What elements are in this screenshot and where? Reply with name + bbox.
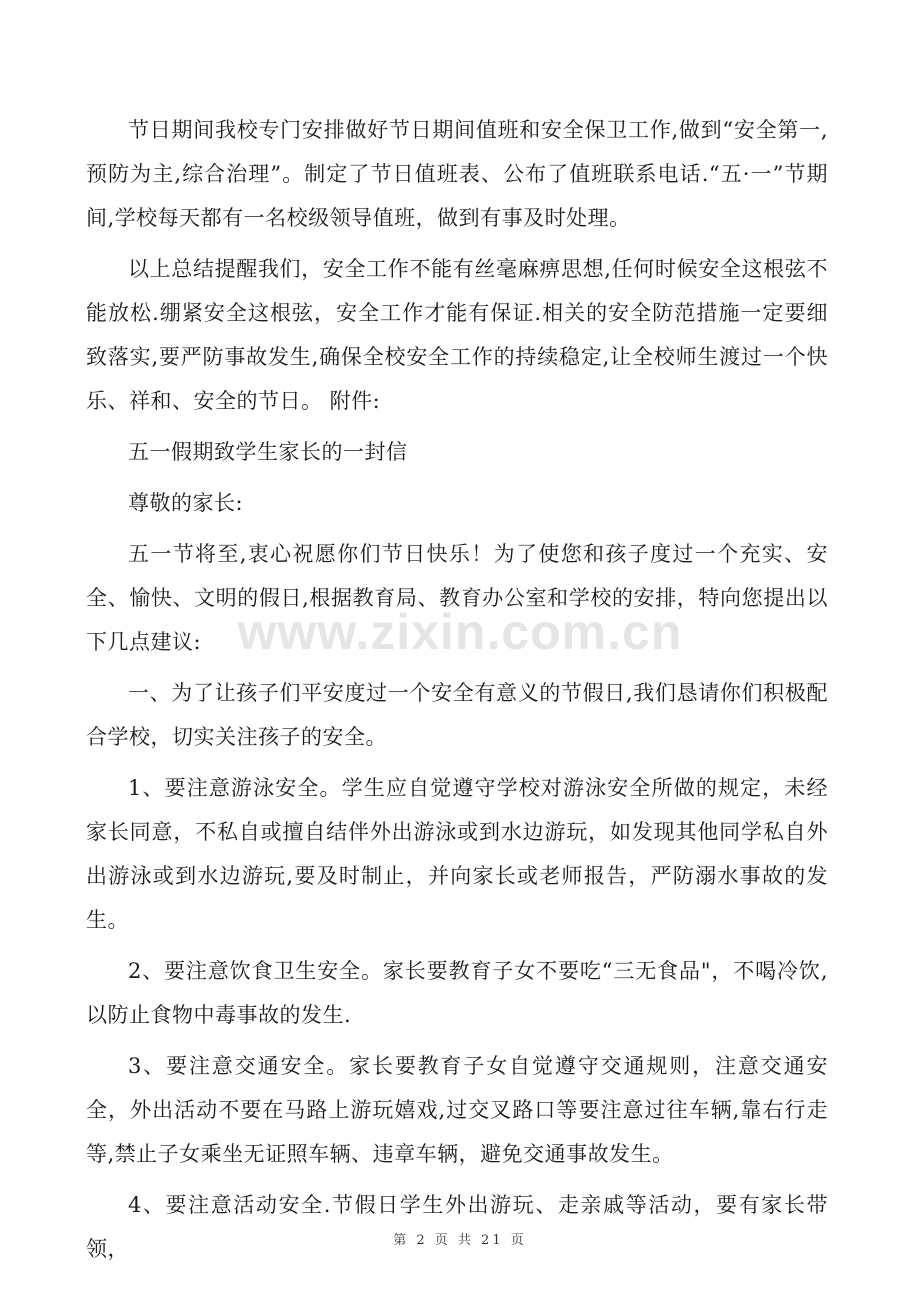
paragraph-activity-safety: 4、要注意活动安全.节假日学生外出游玩、走亲戚等活动，要有家长带领， [86,1193,828,1261]
paragraph-food-safety: 2、要注意饮食卫生安全。家长要教育子女不要吃“三无食品"，不喝冷饮,以防止食物中毒事故的发生. [86,959,828,1027]
letter-salutation: 尊敬的家长: [128,491,244,515]
paragraph-traffic-safety: 3、要注意交通安全。家长要教育子女自觉遵守交通规则，注意交通安全，外出活动不要在马路上游玩嬉戏,过交叉路口等要注意过往车辆,靠右行走等,禁止子女乘坐无证照车辆、违章车辆，避免交通事故发生。 [86,1054,828,1166]
paragraph-greeting: 五一节将至,衷心祝愿你们节日快乐！为了使您和孩子度过一个充实、安全、愉快、文明的假日,根据教育局、教育办公室和学校的安排，特向您提出以下几点建议: [86,542,828,654]
paragraph-section-one: 一、为了让孩子们平安度过一个安全有意义的节假日,我们恳请你们积极配合学校，切实关注孩子的安全。 [86,681,828,749]
letter-title: 五一假期致学生家长的一封信 [128,440,408,464]
watermark: www.zixin.com.cn [237,604,683,660]
paragraph-swimming-safety: 1、要注意游泳安全。学生应自觉遵守学校对游泳安全所做的规定，未经家长同意，不私自或擅自结伴外出游泳或到水边游玩，如发现其他同学私自外出游泳或到水边游玩,要及时制止，并向家长或老师报告，严防溺水事故的发生。 [86,776,828,932]
page-number-footer: 第 2 页 共 21 页 [393,1233,527,1248]
document-body [86,108,828,1278]
paragraph-summary: 以上总结提醒我们，安全工作不能有丝毫麻痹思想,任何时候安全这根弦不能放松.绷紧安全这根弦，安全工作才能有保证.相关的安全防范措施一定要细致落实,要严防事故发生,确保全校安全工作的持续稳定,让全校师生渡过一个快乐、祥和、安全的节日。 附件: [86,257,828,413]
paragraph-holiday-duty: 节日期间我校专门安排做好节日期间值班和安全保卫工作,做到“安全第一,预防为主,综合治理”。制定了节日值班表、公布了值班联系电话.“五·一”节期间,学校每天都有一名校级领导值班，做到有事及时处理。 [86,118,828,230]
